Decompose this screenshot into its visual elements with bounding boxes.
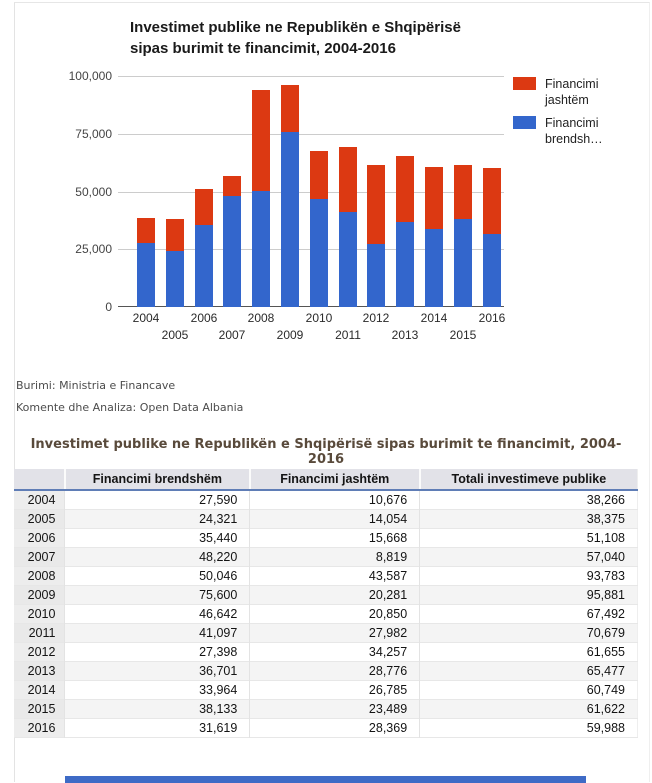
table-title: Investimet publike ne Republikën e Shqipërisë sipas burimit te financimit, 2004-2016 — [30, 437, 622, 467]
value-cell: 27,590 — [65, 490, 250, 510]
value-cell: 65,477 — [420, 662, 638, 681]
value-cell: 38,375 — [420, 510, 638, 529]
comments-line: Komente dhe Analiza: Open Data Albania — [16, 401, 244, 414]
value-cell: 27,982 — [250, 624, 420, 643]
value-cell: 27,398 — [65, 643, 250, 662]
legend-swatch-icon — [513, 116, 536, 129]
table-row — [14, 510, 638, 529]
y-axis-tick-label: 25,000 — [75, 242, 112, 257]
value-cell: 93,783 — [420, 567, 638, 586]
x-axis-tick-label: 2014 — [420, 311, 448, 325]
table-row — [14, 624, 638, 643]
value-cell: 28,369 — [250, 719, 420, 738]
table-row — [14, 490, 638, 510]
value-cell: 95,881 — [420, 586, 638, 605]
x-axis-tick-label: 2007 — [218, 328, 246, 342]
year-cell: 2015 — [14, 700, 65, 719]
y-axis-tick-label: 75,000 — [75, 126, 112, 141]
year-cell: 2007 — [14, 548, 65, 567]
bar-segment-brendshem-2009 — [281, 132, 299, 307]
value-cell: 31,619 — [65, 719, 250, 738]
table-header-cell: Financimi jashtëm — [250, 469, 420, 490]
table-header-cell: Financimi brendshëm — [65, 469, 250, 490]
year-cell: 2016 — [14, 719, 65, 738]
value-cell: 20,850 — [250, 605, 420, 624]
gridline — [118, 76, 504, 77]
bar-segment-brendshem-2006 — [195, 225, 213, 307]
bar-segment-brendshem-2008 — [252, 191, 270, 307]
value-cell: 61,622 — [420, 700, 638, 719]
bar-segment-jashtem-2004 — [137, 218, 155, 243]
value-cell: 36,701 — [65, 662, 250, 681]
bar-segment-brendshem-2004 — [137, 243, 155, 307]
bar-segment-jashtem-2005 — [166, 219, 184, 251]
x-axis-tick-label: 2006 — [190, 311, 218, 325]
year-cell: 2004 — [14, 490, 65, 510]
source-line: Burimi: Ministria e Financave — [16, 379, 176, 392]
value-cell: 35,440 — [65, 529, 250, 548]
value-cell: 28,776 — [250, 662, 420, 681]
chart-title-line2: sipas burimit te financimit, 2004-2016 — [130, 40, 396, 57]
bar-segment-jashtem-2009 — [281, 85, 299, 132]
table-row — [14, 567, 638, 586]
value-cell: 38,133 — [65, 700, 250, 719]
value-cell: 38,266 — [420, 490, 638, 510]
table-row — [14, 681, 638, 700]
x-axis-tick-label: 2016 — [478, 311, 506, 325]
bar-segment-brendshem-2007 — [223, 196, 241, 307]
value-cell: 60,749 — [420, 681, 638, 700]
bar-segment-brendshem-2005 — [166, 251, 184, 307]
bar-segment-jashtem-2013 — [396, 156, 414, 222]
table-header-cell — [14, 469, 65, 490]
bar-segment-jashtem-2015 — [454, 165, 472, 219]
table-row — [14, 605, 638, 624]
value-cell: 51,108 — [420, 529, 638, 548]
y-axis-tick-label: 50,000 — [75, 184, 112, 199]
table-row — [14, 529, 638, 548]
bar-segment-brendshem-2014 — [425, 229, 443, 307]
table-row — [14, 586, 638, 605]
x-axis-tick-label: 2015 — [449, 328, 477, 342]
chart-legend — [513, 76, 625, 154]
bar-segment-brendshem-2010 — [310, 199, 328, 307]
value-cell: 41,097 — [65, 624, 250, 643]
chart-title-line1: Investimet publike ne Republikën e Shqipërisë — [130, 19, 461, 36]
plot-area — [118, 76, 504, 307]
year-cell: 2006 — [14, 529, 65, 548]
bar-segment-brendshem-2015 — [454, 219, 472, 307]
table-row — [14, 719, 638, 738]
bar-segment-jashtem-2007 — [223, 176, 241, 196]
chart-title — [130, 17, 461, 59]
value-cell: 46,642 — [65, 605, 250, 624]
y-axis-tick-label: 0 — [105, 300, 112, 314]
value-cell: 75,600 — [65, 586, 250, 605]
value-cell: 8,819 — [250, 548, 420, 567]
bar-segment-jashtem-2006 — [195, 189, 213, 225]
value-cell: 67,492 — [420, 605, 638, 624]
year-cell: 2014 — [14, 681, 65, 700]
source-attribution — [16, 379, 243, 423]
gridline — [118, 134, 504, 135]
value-cell: 33,964 — [65, 681, 250, 700]
x-axis-tick-label: 2012 — [362, 311, 390, 325]
value-cell: 23,489 — [250, 700, 420, 719]
table-row — [14, 662, 638, 681]
legend-label: Financimi jashtëm — [545, 77, 599, 107]
legend-label: Financimi brendsh… — [545, 116, 603, 146]
year-cell: 2010 — [14, 605, 65, 624]
value-cell: 24,321 — [65, 510, 250, 529]
legend-swatch-icon — [513, 77, 536, 90]
year-cell: 2008 — [14, 567, 65, 586]
table-row — [14, 548, 638, 567]
year-cell: 2011 — [14, 624, 65, 643]
table-body — [14, 490, 638, 738]
table-header-cell: Totali investimeve publike — [420, 469, 638, 490]
value-cell: 14,054 — [250, 510, 420, 529]
bar-segment-brendshem-2012 — [367, 244, 385, 307]
year-cell: 2005 — [14, 510, 65, 529]
legend-entry — [513, 115, 625, 147]
x-axis-tick-label: 2008 — [247, 311, 275, 325]
value-cell: 57,040 — [420, 548, 638, 567]
y-axis-tick-label: 100,000 — [68, 69, 112, 83]
value-cell: 48,220 — [65, 548, 250, 567]
bar-segment-brendshem-2011 — [339, 212, 357, 307]
value-cell: 15,668 — [250, 529, 420, 548]
value-cell: 59,988 — [420, 719, 638, 738]
x-axis-tick-label: 2013 — [391, 328, 419, 342]
value-cell: 20,281 — [250, 586, 420, 605]
bar-segment-brendshem-2013 — [396, 222, 414, 307]
value-cell: 70,679 — [420, 624, 638, 643]
bar-segment-jashtem-2012 — [367, 165, 385, 244]
year-cell: 2012 — [14, 643, 65, 662]
value-cell: 10,676 — [250, 490, 420, 510]
bar-segment-jashtem-2011 — [339, 147, 357, 212]
table-row — [14, 700, 638, 719]
x-axis-tick-label: 2005 — [161, 328, 189, 342]
year-cell: 2009 — [14, 586, 65, 605]
bar-segment-jashtem-2016 — [483, 168, 501, 234]
legend-entry — [513, 76, 625, 108]
bar-segment-jashtem-2010 — [310, 151, 328, 199]
x-axis-tick-label: 2011 — [335, 328, 361, 342]
x-axis-tick-label: 2004 — [132, 311, 160, 325]
bar-segment-brendshem-2016 — [483, 234, 501, 307]
table-row — [14, 643, 638, 662]
partial-bottom-element — [65, 776, 586, 783]
bar-segment-jashtem-2008 — [252, 90, 270, 191]
bar-segment-jashtem-2014 — [425, 167, 443, 229]
value-cell: 26,785 — [250, 681, 420, 700]
value-cell: 50,046 — [65, 567, 250, 586]
table-header-row — [14, 469, 638, 490]
value-cell: 43,587 — [250, 567, 420, 586]
year-cell: 2013 — [14, 662, 65, 681]
x-axis-tick-label: 2010 — [305, 311, 333, 325]
x-axis-tick-label: 2009 — [276, 328, 304, 342]
value-cell: 61,655 — [420, 643, 638, 662]
value-cell: 34,257 — [250, 643, 420, 662]
data-table — [14, 469, 638, 738]
